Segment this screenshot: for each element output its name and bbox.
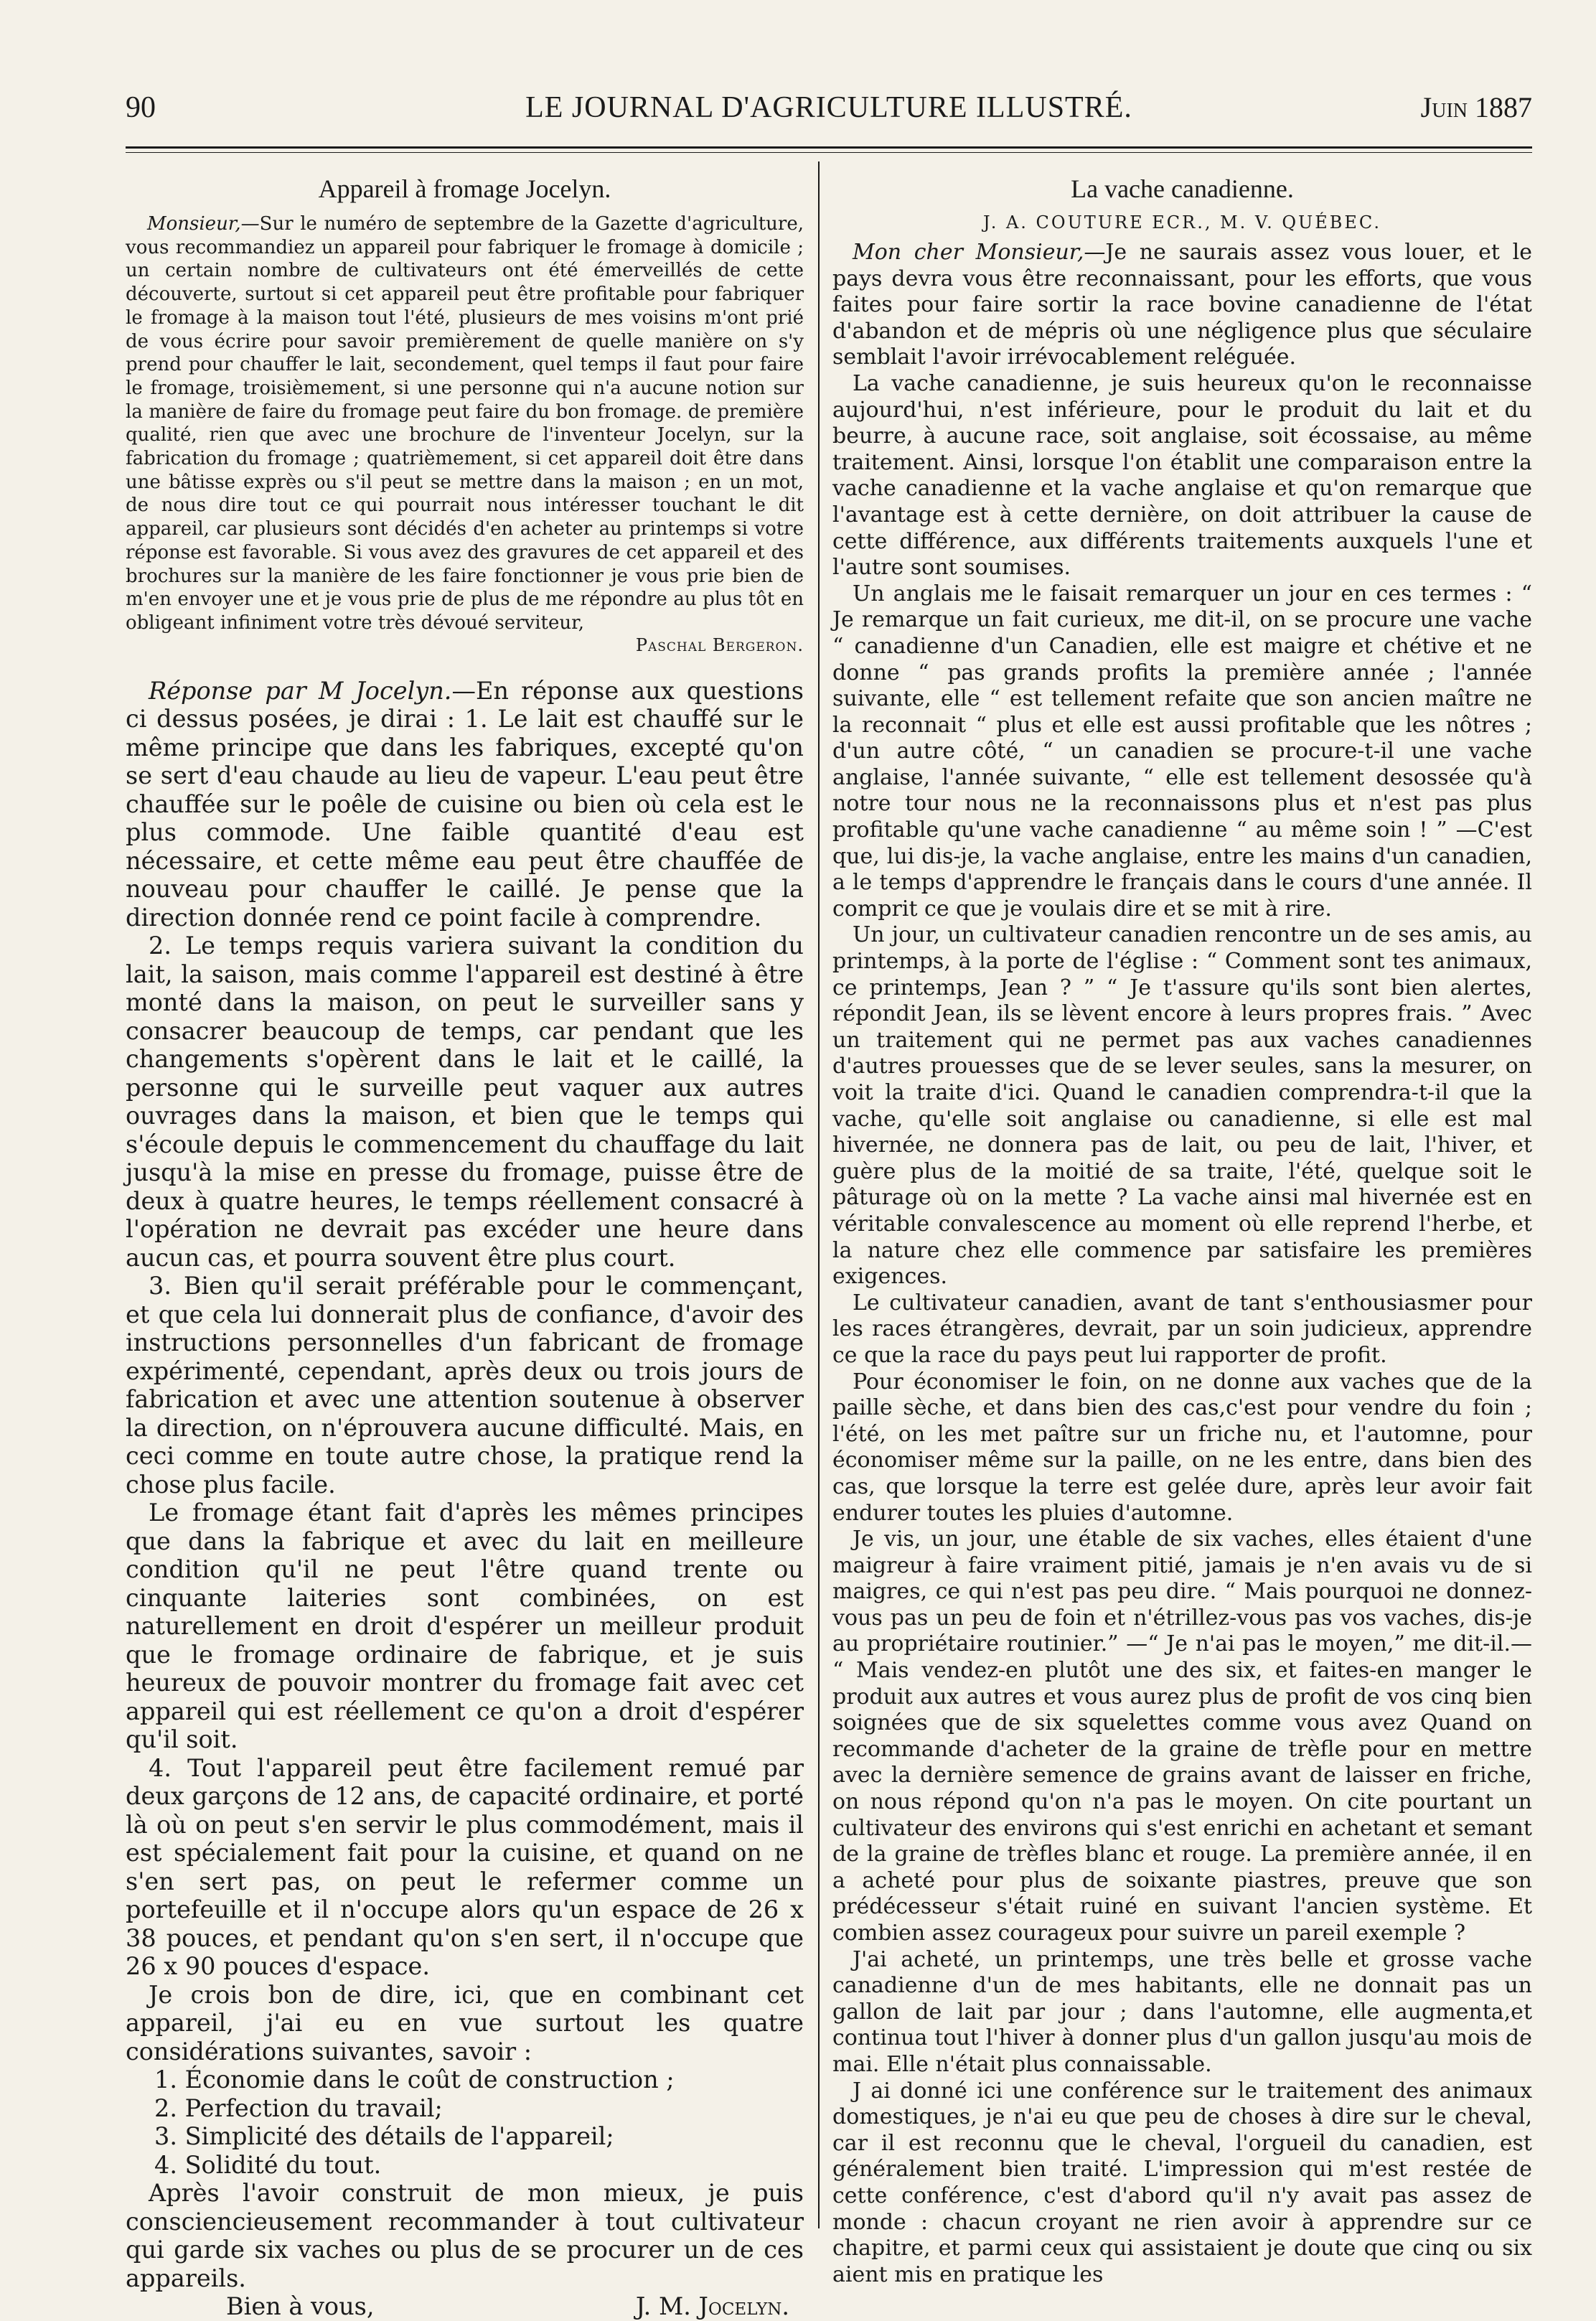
closing-text: Bien à vous, [226, 2292, 375, 2321]
reply-paragraph: Le fromage étant fait d'après les mêmes principes que dans la fabrique et avec du lait en meilleure condition qu'il ne peut l'être quand trente ou cinquante laiteries sont combinées, on est naturellement en droit d'espérer un meilleur produit que le fromage ordinaire de fabrique, et je suis heureux de pouvoir montrer du fromage fait avec cet appareil qui est réellement ce qu'on a droit d'espérer qu'il soit. [126, 1499, 804, 1754]
reply-paragraph: Je crois bon de dire, ici, que en combinant cet appareil, j'ai eu en vue surtout les quatre considérations suivantes, savoir : [126, 1980, 804, 2066]
consideration-item: 2. Perfection du travail; [154, 2093, 443, 2122]
header-rule [126, 146, 1532, 149]
reply-paragraph: 2. Le temps requis variera suivant la condition du lait, la saison, mais comme l'appareil est destiné à être monté dans la maison, on peut le surveiller sans y consacrer beaucoup de temps, car pendant que les changements s'opèrent dans le lait et le caillé, la personne qui le surveille peut vaquer aux autres ouvrages dans la maison, et bien que le temps qui s'écoule depuis le commencement du chauffage du lait jusqu'à la mise en presse du fromage, puisse être de deux à quatre heures, le temps réellement consacré à l'opération ne devrait pas excéder une heure dans aucun cas, et pourra souvent être plus court. [126, 932, 804, 1272]
letter-salutation: Monsieur, [147, 213, 241, 235]
reply [126, 677, 804, 2321]
masthead [126, 85, 1532, 135]
issue-date: Juin 1887 [1420, 91, 1532, 123]
consideration-item: 1. Économie dans le coût de construction ; [154, 2066, 675, 2094]
salutation: Mon cher Monsieur, [853, 240, 1084, 265]
letter-signature: Paschal Bergeron. [635, 634, 804, 655]
reply-paragraph: 3. Bien qu'il serait préférable pour le commençant, et que cela lui donnerait plus de confiance, d'avoir des instructions personnelles d'un fabricant de fromage expérimenté, cependant, après deux ou trois jours de fabrication et avec une attention soutenue à observer la direction, on n'éprouvera aucune difficulté. Mais, en ceci comme en toute autre chose, la pratique rend la chose plus facile. [126, 1272, 804, 1499]
letter [126, 212, 804, 655]
article-paragraph: Je vis, un jour, une étable de six vaches, elles étaient d'une maigreur à faire vraiment pitié, jamais je n'en avais vu de si maigres, ce qui n'est pas peu dire. “ Mais pourquoi ne donnez-vous pas un peu de foin et n'étrillez-vous pas vos vaches, dis-je au propriétaire routinier.” —“ Je n'ai pas le moyen,” me dit-il.— “ Mais vendez-en plutôt une des six, et faites-en manger le produit aux autres et vous aurez plus de profit de vos cinq bien soignées que de six squelettes comme vous avez Quand on recommande d'acheter de la graine de trèfle pour en mettre avec la dernière semence de grains avant de laisser en friche, on nous répond qu'on n'a pas le moyen. On cite pourtant un cultivateur des environs qui s'est enrichi en achetant et semant de la graine de trèfles blanc et rouge. La première année, il en a acheté pour plus de soixante piastres, preuve que son prédécesseur s'était ruiné en suivant l'ancien système. Et combien assez courageux pour suivre un pareil exemple ? [832, 1527, 1532, 1946]
page-number: 90 [126, 91, 156, 124]
journal-title: LE JOURNAL D'AGRICULTURE ILLUSTRÉ. [525, 91, 1132, 124]
consideration-item: 3. Simplicité des détails de l'appareil; [154, 2122, 614, 2151]
article-paragraph: Un jour, un cultivateur canadien rencontre un de ses amis, au printemps, à la porte de l'église : “ Comment sont tes animaux, ce printemps, Jean ? ” “ Je t'assure qu'ils sont bien alertes, répondit Jean, ils se lèvent encore à leurs propres frais. ” Avec un traitement qui ne permet pas aux vaches canadiennes d'autres prouesses que de se lever seules, sans la mesurer, on voit la traite d'ici. Quand le canadien comprendra-t-il que la vache, qu'elle soit anglaise ou canadienne, si elle est mal hivernée, ne donnera pas de lait, ou peu de lait, l'hiver, et guère plus de la moitié de sa traite, l'été, quelque soit le pâturage où on la mette ? La vache ainsi mal hivernée est en véritable convalescence au moment où elle reprend l'herbe, et la nature chez elle commence par satisfaire les premières exigences. [832, 922, 1532, 1290]
article-paragraph: Un anglais me le faisait remarquer un jour en ces termes : “ Je remarque un fait curieux, me dit-il, on se procure une vache “ canadienne d'un Canadien, elle est maigre et chétive et ne donne “ pas grands profits la première année ; l'année suivante, elle “ est tellement refaite que son ancien maître ne la reconnait “ plus et elle est aussi profitable que les nôtres ; d'un autre côté, “ un canadien se procure-t-il une vache anglaise, l'année suivante, “ elle est tellement desossée qu'à notre tour nous ne la reconnaissons plus et n'est pas plus profitable qu'une vache canadienne “ au même soin ! ” —C'est que, lui dis-je, la vache anglaise, entre les mains d'un canadien, a le temps d'apprendre le français dans le cours d'une année. Il comprit ce que je voulais dire et se mit à rire. [832, 581, 1532, 922]
article-paragraph: J'ai acheté, un printemps, une très belle et grosse vache canadienne d'un de mes habitants, elle ne donnait pas un gallon de lait par jour ; dans l'automne, elle augmenta,et continua tout l'hiver à donner plus d'un gallon jusqu'au mois de mai. Elle n'était plus connaissable. [832, 1946, 1532, 2077]
article-vache [832, 167, 1532, 2287]
article-byline: J. A. COUTURE ECR., M. V. QUÉBEC. [982, 212, 1382, 233]
article-paragraph: J ai donné ici une conférence sur le traitement des animaux domestiques, je n'ai eu que peu de choses à dire sur le cheval, car il est reconnu que le cheval, l'orgueil du canadien, est généralement bien traité. L'impression qui m'est restée de cette conférence, c'est d'abord qu'il n'y avait pas assez de monde : chacun croyant ne rien avoir à apprendre sur ce chapitre, et parmi ceux qui assistaient je doute que cinq ou six aient mis en pratique les [832, 2078, 1532, 2287]
header-rule-thin [126, 152, 1532, 153]
closing-signature: J. M. Jocelyn. [635, 2292, 789, 2321]
article-paragraph: Pour économiser le foin, on ne donne aux vaches que de la paille sèche, et dans bien des cas,c'est pour vendre du foin ; l'été, on les met paître sur un friche nu, et l'automne, pour économiser même sur la paille, on ne les entre, dans bien des cas, que lorsque la terre est gelée dure, après leur avoir fait endurer toutes les pluies d'automne. [832, 1369, 1532, 1526]
column-divider [818, 161, 820, 2228]
reply-paragraph: Après l'avoir construit de mon mieux, je puis consciencieusement recommander à tout cultivateur qui garde six vaches ou plus de se procurer un de ces appareils. [126, 2179, 804, 2292]
consideration-item: 4. Solidité du tout. [154, 2150, 382, 2179]
reply-paragraph: 4. Tout l'appareil peut être facilement remué par deux garçons de 12 ans, de capacité ordinaire, et porté là où on peut s'en servir le plus commodément, mais il est spécialement fait pour la cuisine, et quand on ne s'en sert pas, on peut le refermer comme un portefeuille et il n'occupe alors qu'un espace de 26 x 38 pouces, et pendant qu'on s'en sert, il n'occupe que 26 x 90 pouces d'espace. [126, 1753, 804, 1981]
reply-label: Réponse par M Jocelyn. [149, 676, 452, 705]
closing [126, 2292, 804, 2321]
letter-text: —Sur le numéro de septembre de la Gazette d'agriculture, vous recommandiez un appareil pour fabriquer le fromage à domicile ; un certain nombre de cultivateurs ont été émerveillés de cette découverte, surtout si cet appareil peut être profitable pour fabriquer le fromage à la maison tout l'été, plusieurs de mes voisins m'ont prié de vous écrire pour savoir premièrement de quelle manière on s'y prend pour chauffer le lait, secondement, quel temps il faut pour faire le fromage, troisièmement, si une personne qui n'a aucune notion sur la manière de faire du fromage peut faire du bon fromage. de première qualité, rien que avec une brochure de l'inventeur Jocelyn, sur la fabrication du fromage ; quatrièmement, si cet appareil doit être dans une bâtisse exprès ou s'il peut se mettre dans la maison ; en un mot, de nous dire tout ce qui pourrait nous intéresser touchant le dit appareil, car plusieurs sont décidés d'en acheter au printemps si votre réponse est favorable. Si vous avez des gravures de cet appareil et des brochures sur la manière de les faire fonctionner je vous prie bien de m'en envoyer une et je vous prie de plus de me répondre au plus tôt en obligeant infiniment votre très dévoué serviteur, [126, 213, 804, 634]
article-paragraph: Le cultivateur canadien, avant de tant s'enthousiasmer pour les races étrangères, devrait, par un soin judicieux, apprendre ce que la race du pays peut lui rapporter de profit. [832, 1290, 1532, 1368]
article-paragraph: Mon cher Monsieur,—Je ne saurais assez vous louer, et le pays devra vous être reconnaissant, pour les efforts, que vous faites pour faire sortir la race bovine canadienne de l'état d'abandon et de mépris où une négligence plus que séculaire semblait l'avoir irrévocablement reléguée. [832, 240, 1532, 370]
article-fromage [126, 167, 804, 2321]
letter-body [126, 212, 804, 635]
article-title: La vache canadienne. [1071, 174, 1294, 203]
article-title: Appareil à fromage Jocelyn. [318, 174, 611, 203]
article-paragraph: La vache canadienne, je suis heureux qu'on le reconnaisse aujourd'hui, n'est inférieure, pour le produit du lait et du beurre, à aucune race, soit anglaise, soit écossaise, au même traitement. Ainsi, lorsque l'on établit une comparaison entre la vache canadienne et la vache anglaise et qu'on remarque que l'avantage est à cette dernière, on doit attribuer la cause de cette différence, aux différents traitements auxquels l'une et l'autre sont soumises. [832, 370, 1532, 581]
reply-paragraph: Réponse par M Jocelyn.—En réponse aux questions ci dessus posées, je dirai : 1. Le lait est chauffé sur le même principe que dans les fabriques, excepté qu'on se sert d'eau chaude au lieu de vapeur. L'eau peut être chauffée sur le poêle de cuisine ou bien où cela est le plus commode. Une faible quantité d'eau est nécessaire, et cette même eau peut être chauffée de nouveau pour chauffer le caillé. Je pense que la direction donnée rend ce point facile à comprendre. [126, 676, 804, 932]
